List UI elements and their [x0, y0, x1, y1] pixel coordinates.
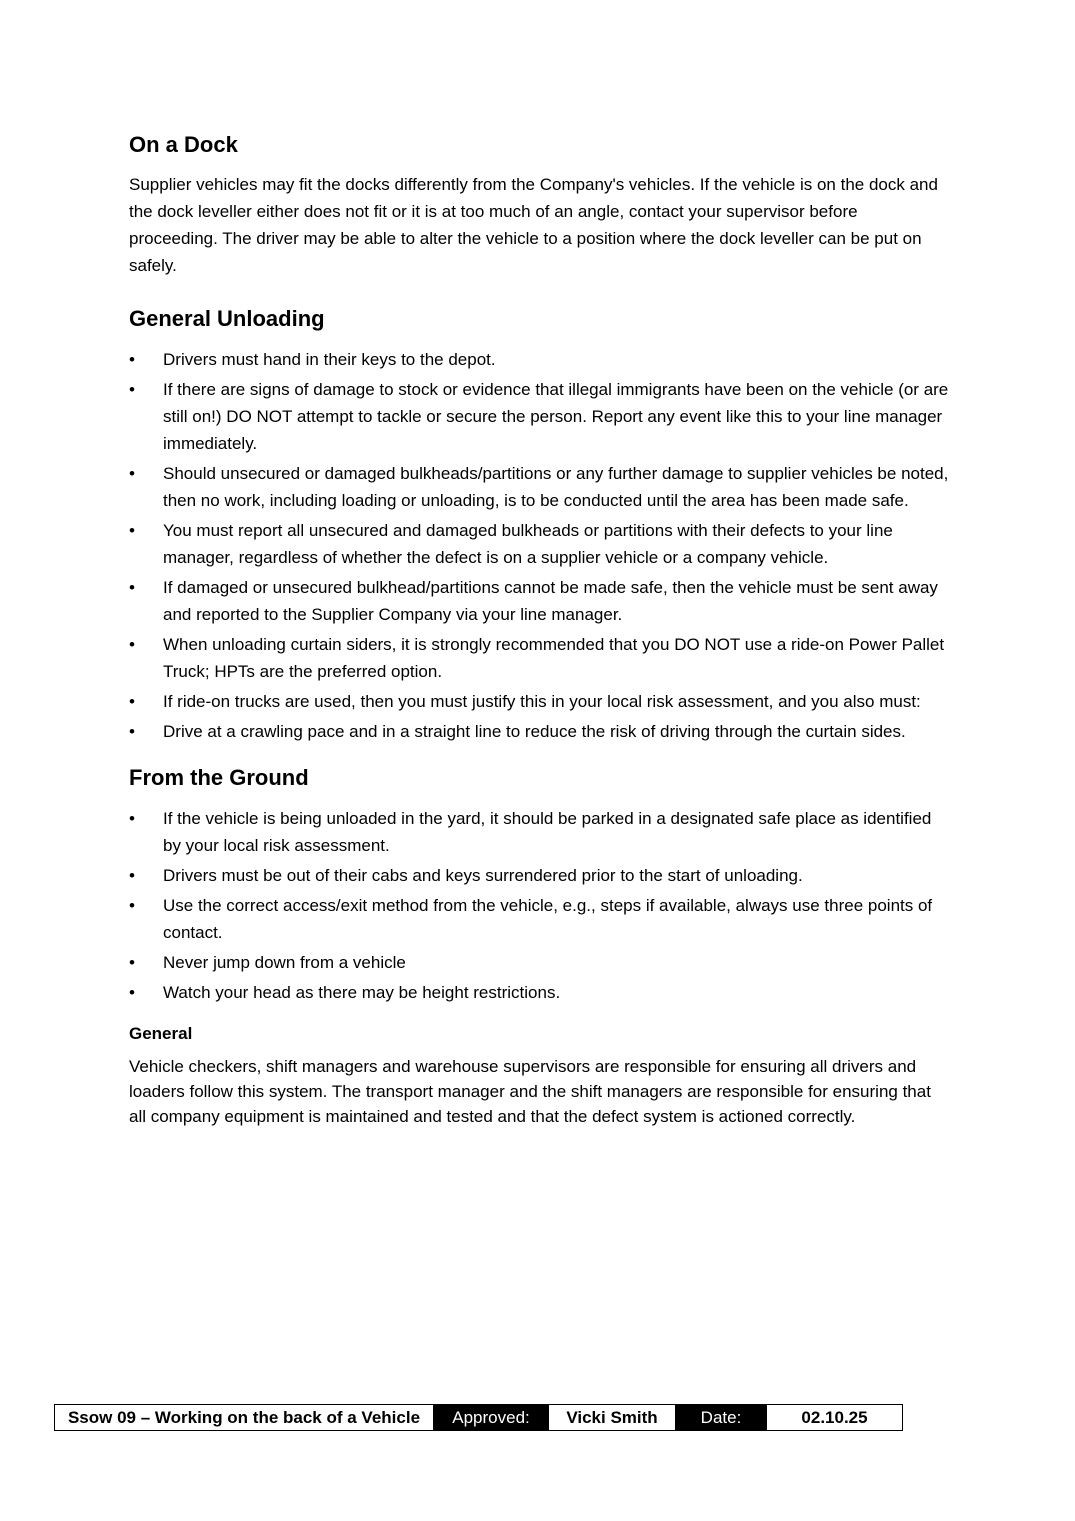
list-item: [129, 862, 949, 889]
list-item-text: Drivers must be out of their cabs and keys surrendered prior to the start of unloading.: [163, 866, 803, 885]
footer-date-label: Date:: [676, 1405, 766, 1430]
list-item-text: If ride-on trucks are used, then you must justify this in your local risk assessment, and you also must:: [163, 692, 921, 711]
heading-general-unloading: General Unloading: [129, 306, 325, 331]
list-item-text: Should unsecured or damaged bulkheads/partitions or any further damage to supplier vehicles be noted, then no work, including loading or unloading, is to be conducted until the area has been made safe.: [163, 464, 949, 510]
unloading-list: [129, 346, 949, 745]
ground-list: [129, 805, 949, 1006]
general-paragraph: Vehicle checkers, shift managers and warehouse supervisors are responsible for ensuring all drivers and loaders follow this system. The transport manager and the shift managers are responsible for ensuring that all company equipment is maintained and tested and that the defect system is actioned correctly.: [129, 1057, 931, 1126]
bullet-icon: •: [129, 866, 135, 885]
list-item-text: Watch your head as there may be height restrictions.: [163, 983, 561, 1002]
bullet-icon: •: [129, 983, 135, 1002]
dock-paragraph: Supplier vehicles may fit the docks differently from the Company's vehicles. If the vehicle is on the dock and the dock leveller either does not fit or it is at too much of an angle, contact your supervisor before proceeding. The driver may be able to alter the vehicle to a position where the dock leveller can be put on safely.: [129, 175, 938, 275]
heading-from-the-ground: From the Ground: [129, 765, 309, 790]
bullet-icon: •: [129, 635, 135, 654]
heading-general: General: [129, 1024, 193, 1043]
document-body: [129, 130, 949, 1129]
list-item: [129, 805, 949, 859]
list-item-text: When unloading curtain siders, it is strongly recommended that you DO NOT use a ride-on Power Pallet Truck; HPTs are the preferred option.: [163, 635, 945, 681]
bullet-icon: •: [129, 722, 135, 741]
footer-document-title: Ssow 09 – Working on the back of a Vehicle: [55, 1405, 434, 1430]
list-item: [129, 517, 949, 571]
list-item-text: You must report all unsecured and damaged bulkheads or partitions with their defects to your line manager, regardless of whether the defect is on a supplier vehicle or a company vehicle.: [163, 521, 893, 567]
bullet-icon: •: [129, 464, 135, 483]
list-item: [129, 631, 949, 685]
list-item: [129, 979, 949, 1006]
footer-info-table: [54, 1404, 903, 1431]
bullet-icon: •: [129, 953, 135, 972]
list-item-text: Never jump down from a vehicle: [163, 953, 406, 972]
bullet-icon: •: [129, 809, 135, 828]
list-item: [129, 460, 949, 514]
list-item: [129, 574, 949, 628]
list-item: [129, 346, 949, 373]
list-item: [129, 376, 949, 457]
list-item-text: If there are signs of damage to stock or evidence that illegal immigrants have been on the vehicle (or are still on!) DO NOT attempt to tackle or secure the person. Report any event like this to your line manager immediately.: [163, 380, 949, 453]
footer-approver-name: Vicki Smith: [548, 1405, 676, 1430]
list-item-text: If the vehicle is being unloaded in the yard, it should be parked in a designated safe place as identified by your local risk assessment.: [163, 809, 932, 855]
bullet-icon: •: [129, 521, 135, 540]
bullet-icon: •: [129, 350, 135, 369]
list-item-text: If damaged or unsecured bulkhead/partitions cannot be made safe, then the vehicle must be sent away and reported to the Supplier Company via your line manager.: [163, 578, 938, 624]
bullet-icon: •: [129, 692, 135, 711]
list-item-text: Use the correct access/exit method from the vehicle, e.g., steps if available, always use three points of contact.: [163, 896, 933, 942]
bullet-icon: •: [129, 578, 135, 597]
list-item: [129, 892, 949, 946]
footer-approved-label: Approved:: [434, 1405, 548, 1430]
list-item: [129, 688, 949, 715]
list-item: [129, 718, 949, 745]
bullet-icon: •: [129, 380, 135, 399]
list-item: [129, 949, 949, 976]
heading-on-a-dock: On a Dock: [129, 132, 238, 157]
bullet-icon: •: [129, 896, 135, 915]
list-item-text: Drivers must hand in their keys to the depot.: [163, 350, 496, 369]
footer-date-value: 02.10.25: [766, 1405, 902, 1430]
list-item-text: Drive at a crawling pace and in a straight line to reduce the risk of driving through the curtain sides.: [163, 722, 906, 741]
